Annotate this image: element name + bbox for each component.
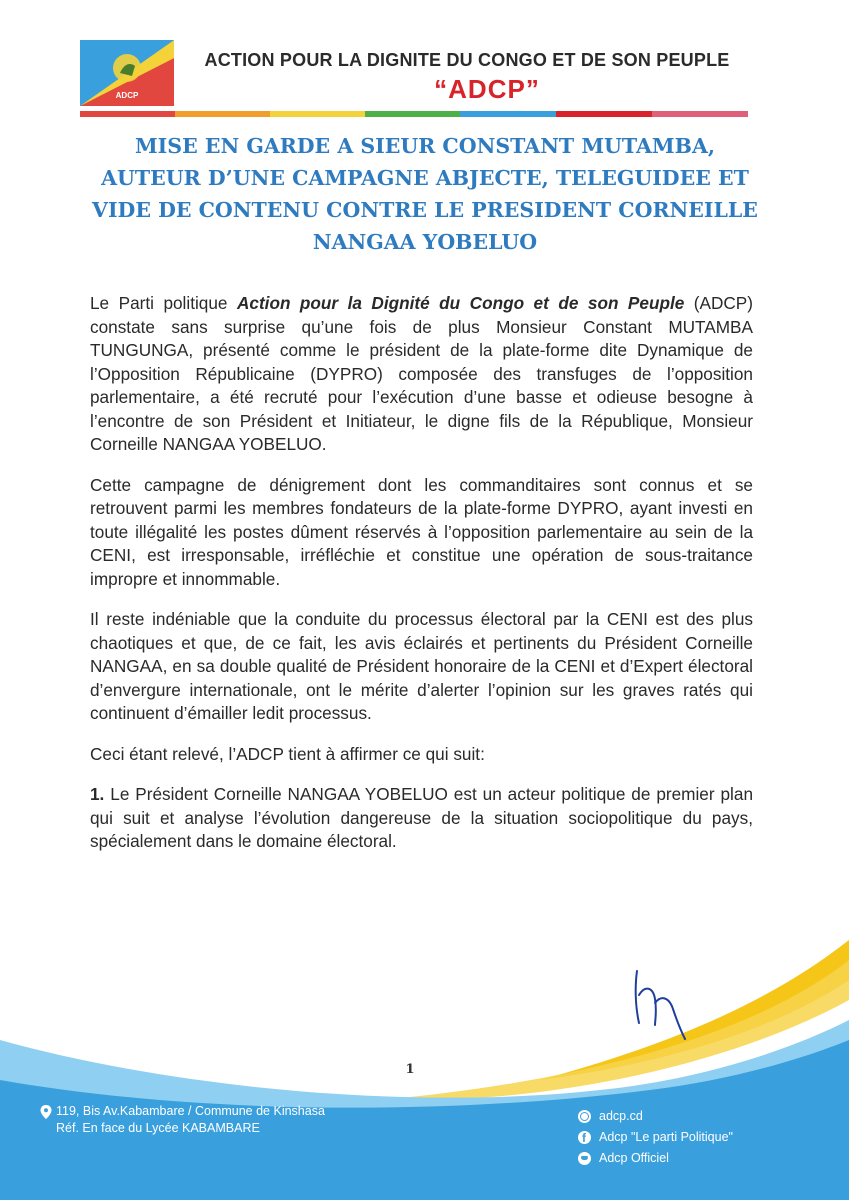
paragraph-2: Cette campagne de dénigrement dont les commanditaires sont connus et se retrouvent parmi les membres fondateurs de la plate-forme DYPRO, ayant investi en toute illégalité les postes dûment réservés à l’opposition parlementaire au sein de la CENI, est irresponsable, irréfléchie et constitue une opération de sous-traitance impropre et innommable. bbox=[90, 474, 753, 589]
facebook-row[interactable] bbox=[578, 1127, 733, 1148]
address-line-1: 119, Bis Av.Kabambare / Commune de Kinshasa bbox=[56, 1104, 325, 1118]
page-number: 1 bbox=[405, 1062, 415, 1077]
globe-icon bbox=[578, 1110, 591, 1123]
signature-mark bbox=[625, 965, 695, 1045]
address-line-2: Réf. En face du Lycée KABAMBARE bbox=[56, 1121, 260, 1135]
stripe-segment bbox=[556, 111, 652, 117]
title-line: VIDE DE CONTENU CONTRE LE PRESIDENT CORNEILLE bbox=[92, 198, 758, 222]
paragraph-4: Ceci étant relevé, l’ADCP tient à affirmer ce qui suit: bbox=[90, 743, 485, 764]
paragraph-5 bbox=[90, 783, 753, 854]
facebook-link[interactable]: Adcp "Le parti Politique" bbox=[599, 1130, 733, 1144]
website-link[interactable]: adcp.cd bbox=[599, 1109, 643, 1123]
stripe-segment bbox=[270, 111, 365, 117]
paragraph-3: Il reste indéniable que la conduite du processus électoral par la CENI est des plus chaotiques et que, de ce fait, les avis éclairés et pertinents du Président Corneille NANGAA, en sa double qualité de Président honoraire de la CENI et d’Expert électoral d’envergure internationale, ont le mérite d’alerter l’opinion sur les graves ratés qui continuent d’émailler ledit processus. bbox=[90, 609, 753, 723]
footer-contacts bbox=[578, 1106, 733, 1169]
title-line: NANGAA YOBELUO bbox=[312, 230, 538, 254]
address-row bbox=[40, 1103, 325, 1120]
title-line: AUTEUR D’UNE CAMPAGNE ABJECTE, TELEGUIDEE ET bbox=[101, 166, 749, 190]
list-number: 1. bbox=[90, 784, 105, 804]
stripe-segment bbox=[80, 111, 175, 117]
facebook-icon bbox=[578, 1131, 591, 1144]
twitter-icon bbox=[578, 1152, 591, 1165]
stripe-segment bbox=[652, 111, 748, 117]
website-row[interactable] bbox=[578, 1106, 733, 1127]
party-name-emphasis: Action pour la Dignité du Congo et de son Peuple bbox=[236, 293, 685, 313]
organization-name: ACTION POUR LA DIGNITE DU CONGO ET DE SON PEUPLE bbox=[204, 50, 730, 70]
twitter-link[interactable]: Adcp Officiel bbox=[599, 1151, 669, 1165]
logo-text: ADCP bbox=[115, 91, 139, 100]
stripe-segment bbox=[175, 111, 270, 117]
twitter-row[interactable] bbox=[578, 1148, 733, 1169]
organization-acronym: “ADCP” bbox=[434, 74, 540, 104]
stripe-segment bbox=[460, 111, 556, 117]
paragraph-text: (ADCP) constate sans surprise qu’une fois de plus Monsieur Constant MUTAMBA TUNGUNGA, présenté comme le président de la plate-forme dite Dynamique de l’Opposition Républicaine (DYPRO) composée des transfuges de l’opposition parlementaire, a été recruté pour l’exécution d’une basse et odieuse besogne à l’encontre de son Président et Initiateur, le digne fils de la République, Monsieur Corneille NANGAA YOBELUO. bbox=[90, 293, 753, 454]
paragraph-text: Le Parti politique bbox=[90, 293, 237, 313]
document-body bbox=[90, 292, 753, 854]
title-line: MISE EN GARDE A SIEUR CONSTANT MUTAMBA, bbox=[134, 134, 715, 158]
paragraph-1 bbox=[90, 292, 753, 457]
footer-address bbox=[40, 1103, 325, 1137]
document-title bbox=[90, 130, 760, 258]
address-row bbox=[40, 1120, 325, 1137]
paragraph-text: Le Président Corneille NANGAA YOBELUO est un acteur politique de premier plan qui suit et analyse l’évolution dangereuse de la situation sociopolitique du pays, spécialement dans le domaine électoral. bbox=[90, 784, 753, 851]
location-pin-icon bbox=[40, 1105, 52, 1119]
party-logo bbox=[80, 40, 174, 106]
stripe-segment bbox=[365, 111, 460, 117]
header-color-stripe bbox=[80, 111, 748, 117]
